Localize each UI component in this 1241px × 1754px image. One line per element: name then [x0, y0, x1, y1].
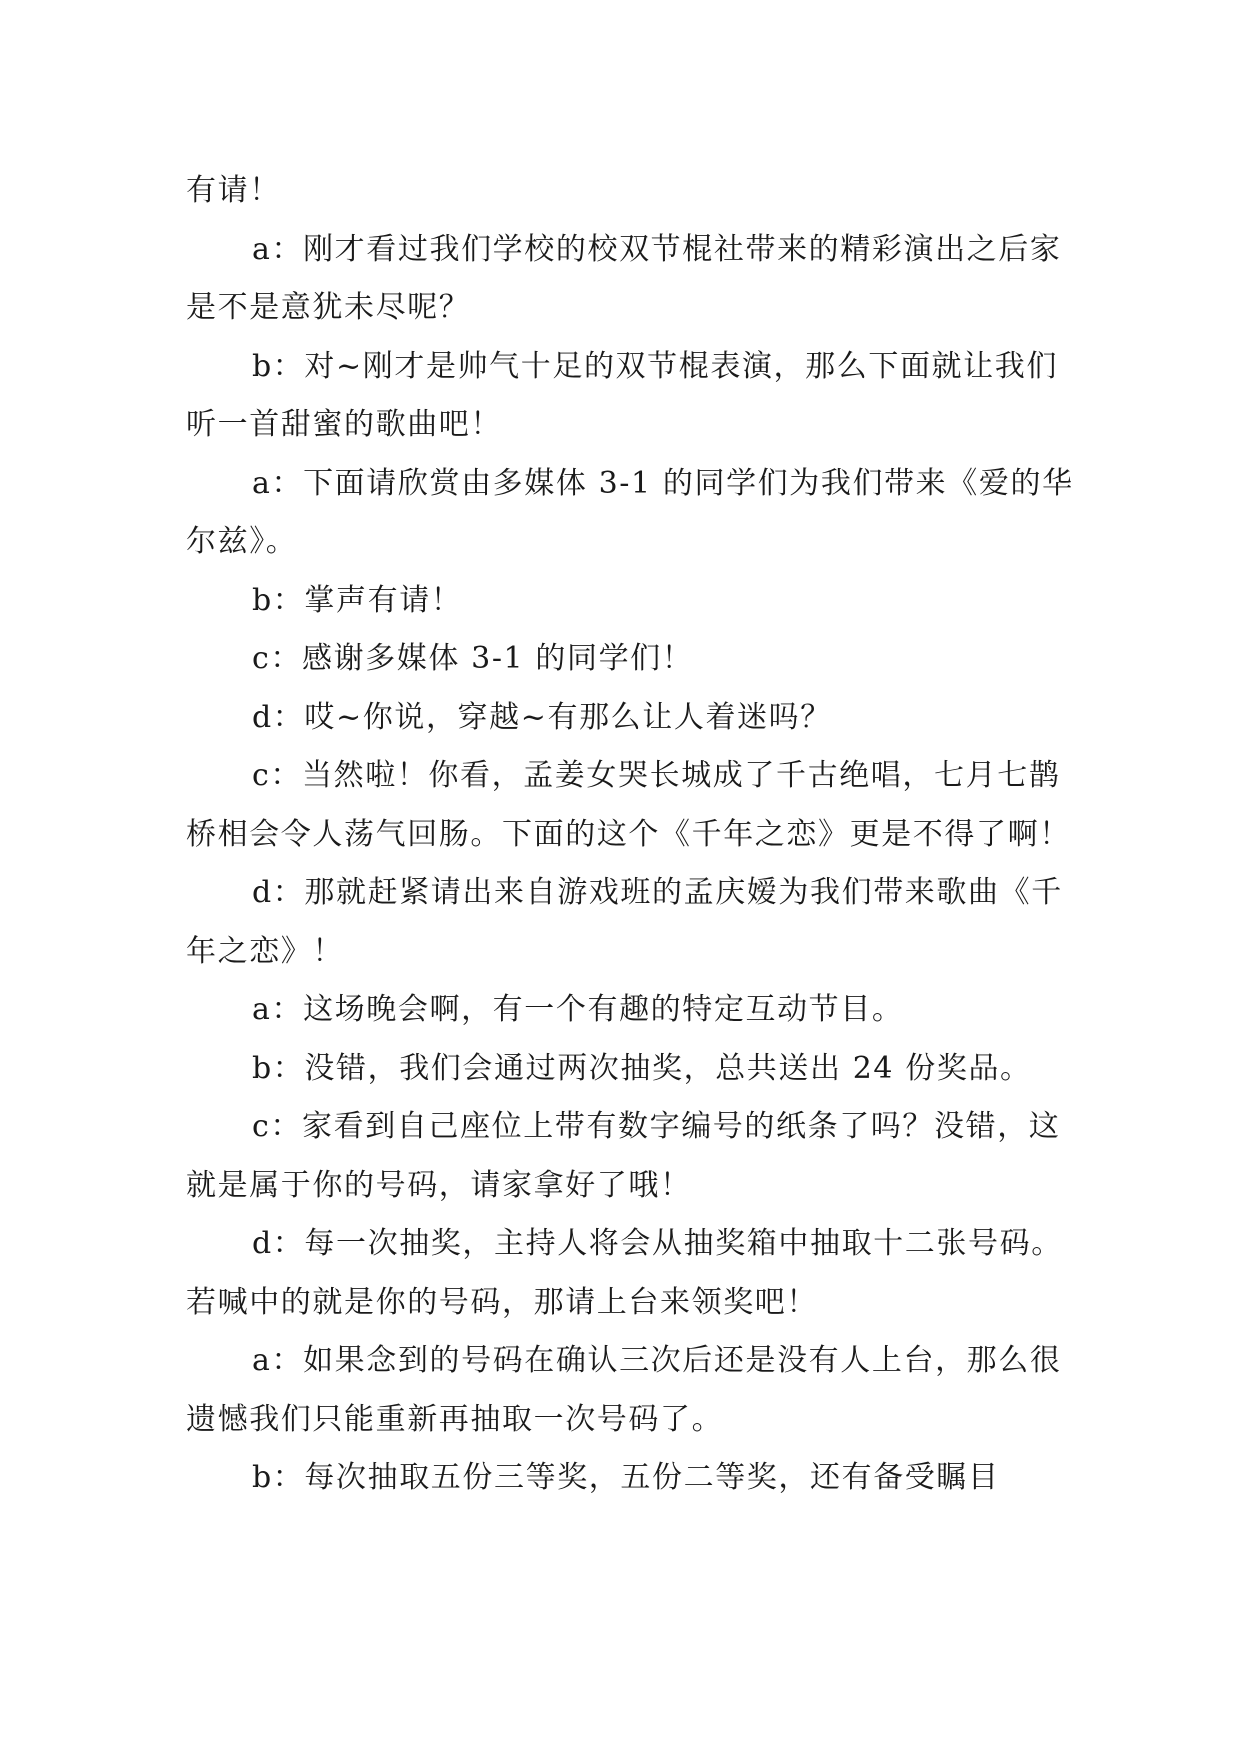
paragraph: d：每一次抽奖，主持人将会从抽奖箱中抽取十二张号码。若喊中的就是你的号码，那请上台来领奖吧！	[186, 1226, 1063, 1320]
paragraph: b：对~刚才是帅气十足的双节棍表演，那么下面就让我们听一首甜蜜的歌曲吧！	[186, 348, 1058, 442]
paragraph: 有请！	[186, 173, 281, 208]
document-body	[186, 162, 1086, 1508]
paragraph: c：当然啦！你看，孟姜女哭长城成了千古绝唱，七月七鹊桥相会令人荡气回肠。下面的这个《千年之恋》更是不得了啊！	[186, 758, 1071, 852]
paragraph: b：没错，我们会通过两次抽奖，总共送出 24 份奖品。	[252, 1050, 1032, 1086]
paragraph: a：下面请欣赏由多媒体 3-1 的同学们为我们带来《爱的华尔兹》。	[186, 465, 1074, 559]
paragraph: a：刚才看过我们学校的校双节棍社带来的精彩演出之后家是不是意犹未尽呢？	[186, 231, 1062, 325]
paragraph: b：每次抽取五份三等奖，五份二等奖，还有备受瞩目	[252, 1460, 1000, 1495]
paragraph: c：感谢多媒体 3-1 的同学们！	[252, 641, 694, 676]
paragraph: d：哎~你说，穿越~有那么让人着迷吗？	[252, 699, 832, 735]
paragraph: d：那就赶紧请出来自游戏班的孟庆嫒为我们带来歌曲《千年之恋》！	[186, 875, 1063, 969]
paragraph: c：家看到自己座位上带有数字编号的纸条了吗？没错，这就是属于你的号码，请家拿好了哦！	[186, 1109, 1061, 1203]
paragraph: b：掌声有请！	[252, 582, 463, 618]
paragraph: a：这场晚会啊，有一个有趣的特定互动节目。	[252, 992, 904, 1027]
paragraph: a：如果念到的号码在确认三次后还是没有人上台，那么很遗憾我们只能重新再抽取一次号码了。	[186, 1343, 1062, 1437]
